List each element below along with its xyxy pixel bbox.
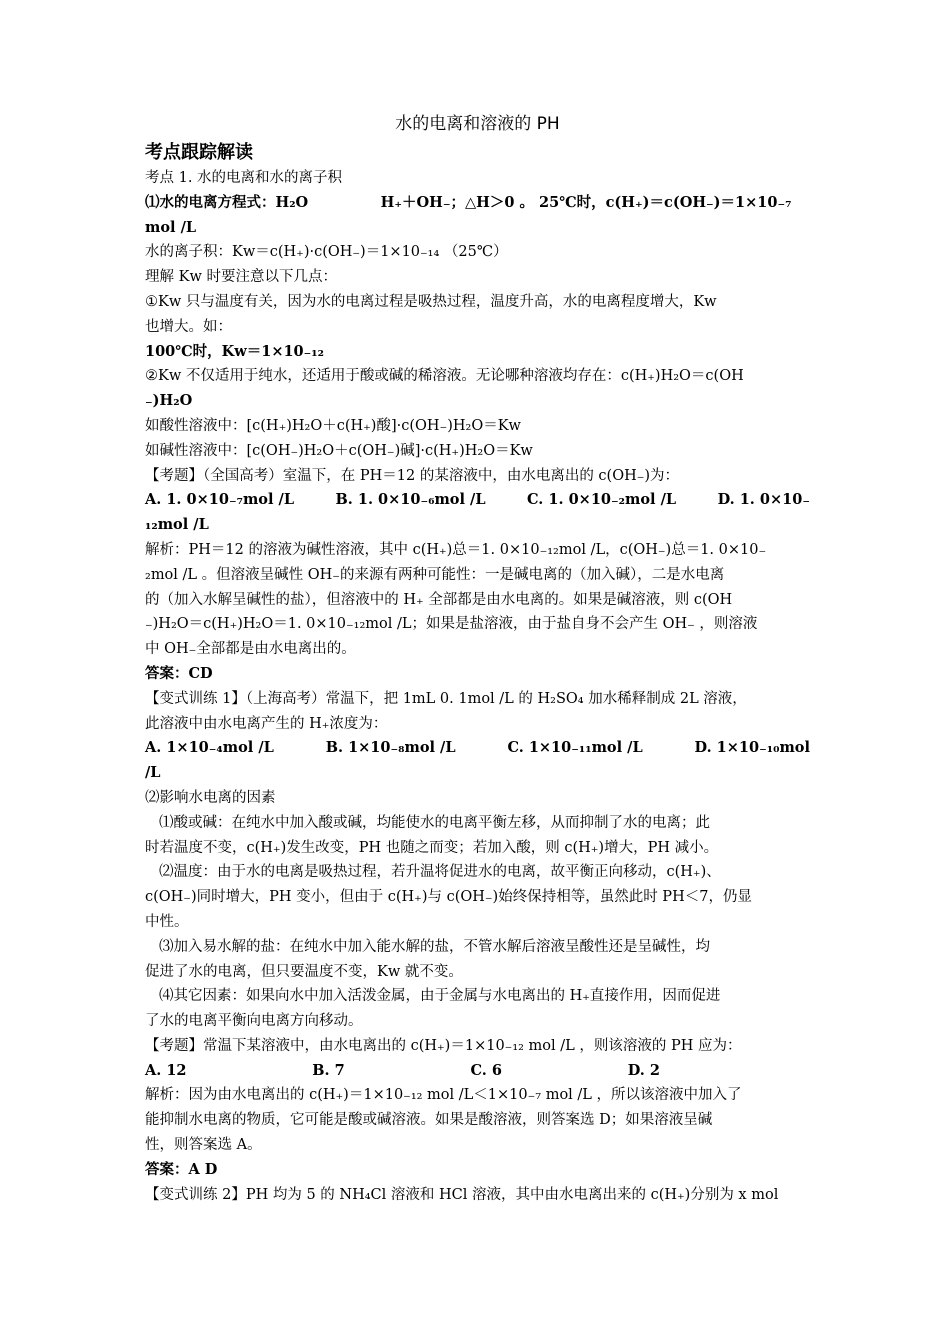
text-line: ①Kw 只与温度有关，因为水的电离过程是吸热过程，温度升高，水的电离程度增大，Kw — [145, 293, 717, 310]
text-line: 100℃时，Kw＝1×10₋₁₂ — [145, 342, 324, 360]
question-line: 【变式训练 1】（上海高考）常温下，把 1mL 0. 1mol /L 的 H₂SO₄ 加水稀释制成 2L 溶液， — [145, 690, 747, 707]
option-d: D. 1×10₋₁₀mol — [694, 739, 810, 757]
text-line: ⑵温度：由于水的电离是吸热过程，若升温将促进水的电离，故平衡正向移动，c(H₊)、 — [159, 864, 721, 881]
text-line: 中 OH₋全部都是由水电离出的。 — [145, 641, 356, 658]
text-line: ₋)H₂O＝c(H₊)H₂O＝1. 0×10₋₁₂mol /L；如果是盐溶液，由于盐自身不会产生 OH₋ ，则溶液 — [145, 616, 758, 633]
text-line: ⑴酸或碱：在纯水中加入酸或碱，均能使水的电离平衡左移，从而抑制了水的电离；此 — [159, 814, 710, 831]
document-page — [145, 112, 810, 1207]
question-line: 【变式训练 2】PH 均为 5 的 NH₄Cl 溶液和 HCl 溶液，其中由水电离出来的 c(H₊)分别为 x mol — [145, 1186, 779, 1203]
option-b: B. 1. 0×10₋₆mol /L — [335, 491, 486, 509]
text-line: /L — [145, 764, 161, 782]
text-line: 解析：PH＝12 的溶液为碱性溶液，其中 c(H₊)总＝1. 0×10₋₁₂mol /L，c(OH₋)总＝1. 0×10₋ — [145, 541, 767, 558]
text-line: ₂mol /L 。但溶液呈碱性 OH₋的来源有两种可能性：一是碱电离的（加入碱），二是水电离 — [145, 566, 725, 583]
text-line: 解析：因为由水电离出的 c(H₊)＝1×10₋₁₂ mol /L＜1×10₋₇ mol /L ，所以该溶液中加入了 — [145, 1087, 742, 1104]
text-line: c(OH₋)同时增大，PH 变小，但由于 c(H₊)与 c(OH₋)始终保持相等，虽然此时 PH＜7，仍显 — [145, 889, 752, 906]
option-c: C. 1×10₋₁₁mol /L — [507, 739, 643, 757]
option-c: C. 6 — [470, 1061, 502, 1079]
text-line: ⑵影响水电离的因素 — [145, 789, 276, 806]
text-line: 也增大。如： — [145, 318, 232, 335]
text-line: ②Kw 不仅适用于纯水，还适用于酸或碱的稀溶液。无论哪种溶液均存在：c(H₊)H₂O＝c(OH — [145, 368, 744, 385]
question-1-options — [145, 488, 810, 513]
text-line: mol /L — [145, 218, 197, 236]
text-line: 如酸性溶液中：[c(H₊)H₂O＋c(H₊)酸]·c(OH₋)H₂O＝Kw — [145, 417, 521, 434]
option-d: D. 1. 0×10₋ — [717, 491, 810, 509]
option-a: A. 12 — [145, 1061, 187, 1079]
section-heading: 考点跟踪解读 — [145, 142, 253, 163]
text-line: ₁₂mol /L — [145, 516, 209, 534]
page-title: 水的电离和溶液的 PH — [395, 114, 560, 134]
text-line: 能抑制水电离的物质，它可能是酸或碱溶液。如果是酸溶液，则答案选 D；如果溶液呈碱 — [145, 1112, 713, 1129]
question-line: 【考题】常温下某溶液中，由水电离出的 c(H₊)＝1×10₋₁₂ mol /L ，则该溶液的 PH 应为： — [145, 1037, 742, 1054]
question-line: 【考题】（全国高考）室温下，在 PH＝12 的某溶液中，由水电离出的 c(OH₋)为： — [145, 467, 680, 484]
text-line: 水的离子积：Kw＝c(H₊)·c(OH₋)＝1×10₋₁₄ （25℃） — [145, 244, 508, 261]
text-line: 性，则答案选 A。 — [145, 1137, 262, 1154]
answer-line: 答案：A D — [145, 1160, 218, 1178]
option-a: A. 1×10₋₄mol /L — [145, 739, 274, 757]
option-b: B. 1×10₋₈mol /L — [325, 739, 456, 757]
text-line: ⑴水的电离方程式：H₂O H₊＋OH₋；△H＞0 。 25℃时，c(H₊)＝c(OH₋)＝1×10₋₇ — [145, 193, 792, 211]
question-2-options — [145, 736, 810, 761]
option-a: A. 1. 0×10₋₇mol /L — [145, 491, 295, 509]
text-line: 促进了水的电离，但只要温度不变，Kw 就不变。 — [145, 963, 463, 980]
text-line: 了水的电离平衡向电离方向移动。 — [145, 1013, 363, 1030]
text-line: 如碱性溶液中：[c(OH₋)H₂O＋c(OH₋)碱]·c(H₊)H₂O＝Kw — [145, 442, 533, 459]
text-line: 理解 Kw 时要注意以下几点： — [145, 269, 337, 286]
option-b: B. 7 — [312, 1061, 345, 1079]
text-line: 时若温度不变，c(H₊)发生改变，PH 也随之而变；若加入酸，则 c(H₊)增大，PH 减小。 — [145, 839, 719, 856]
text-line: 此溶液中由水电离产生的 H₊浓度为： — [145, 715, 388, 732]
answer-line: 答案：CD — [145, 664, 213, 682]
option-c: C. 1. 0×10₋₂mol /L — [527, 491, 677, 509]
text-line: ⑷其它因素：如果向水中加入活泼金属，由于金属与水电离出的 H₊直接作用，因而促进 — [159, 988, 721, 1005]
text-line: ⑶加入易水解的盐：在纯水中加入能水解的盐，不管水解后溶液呈酸性还是呈碱性，均 — [159, 938, 710, 955]
text-line: 的（加入水解呈碱性的盐），但溶液中的 H₊ 全部都是由水电离的。如果是碱溶液，则 c(OH — [145, 591, 733, 608]
option-d: D. 2 — [627, 1061, 660, 1079]
text-line: ₋)H₂O — [145, 392, 193, 410]
text-line: 中性。 — [145, 913, 189, 930]
question-3-options — [145, 1059, 810, 1084]
text-line: 考点 1. 水的电离和水的离子积 — [145, 170, 343, 186]
